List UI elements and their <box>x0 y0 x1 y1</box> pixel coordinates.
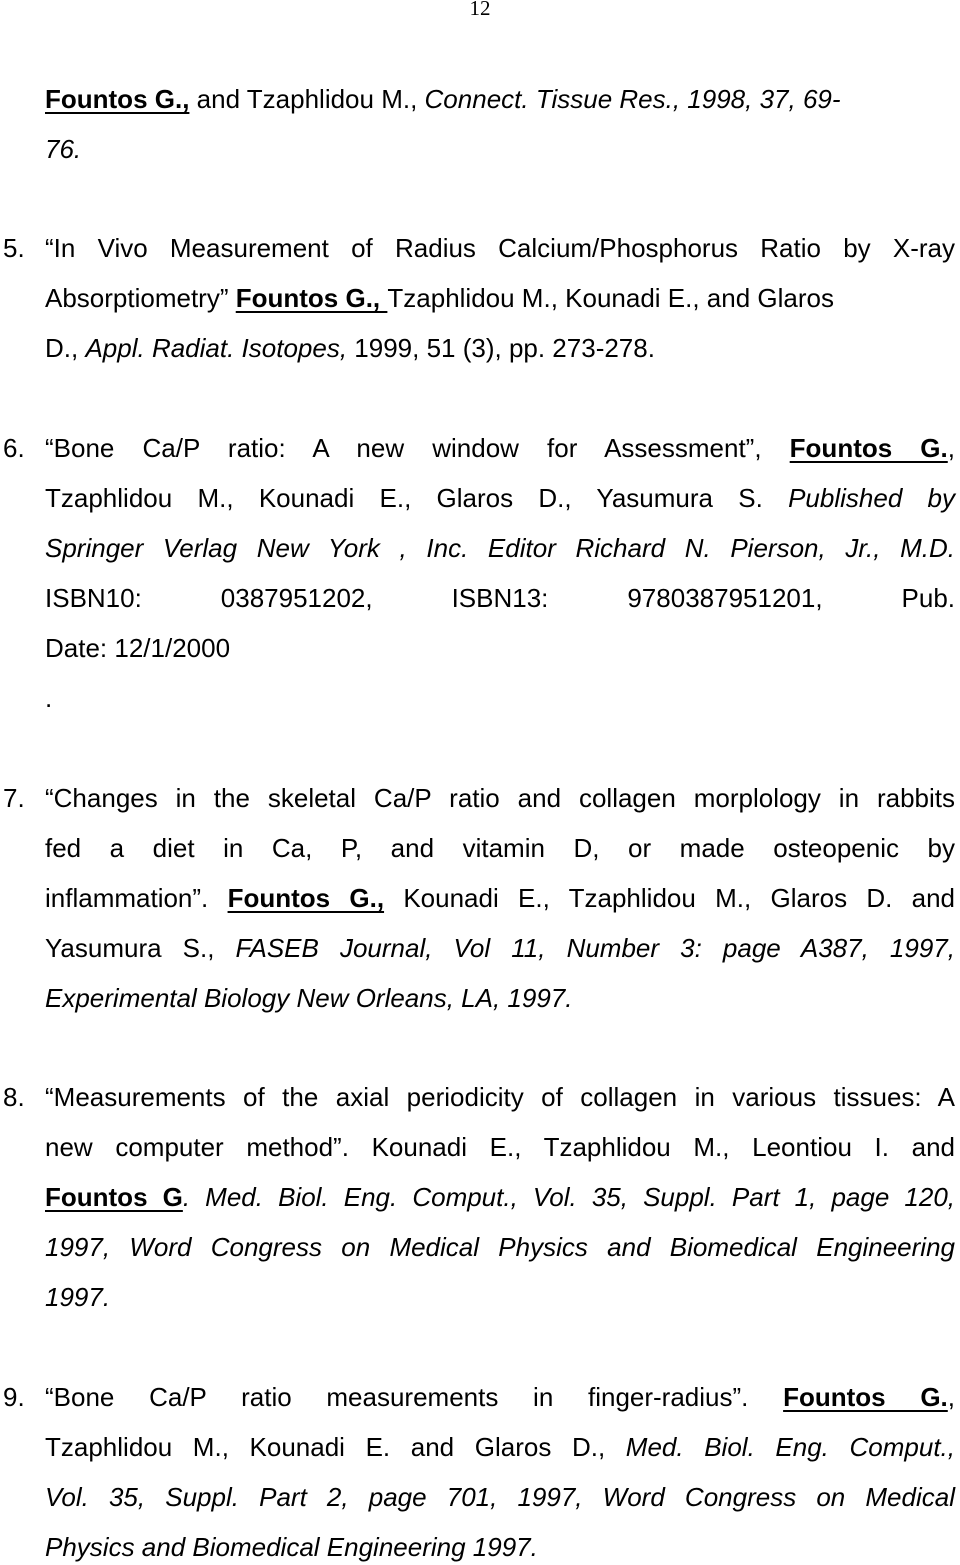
ref8-line5 <box>45 1281 955 1313</box>
ref9-comma: , <box>947 1382 956 1412</box>
ref7-authors: Kounadi E., Tzaphlidou M., Glaros D. and <box>384 883 956 913</box>
ref8-line3 <box>45 1181 955 1213</box>
ref6-number: 6. <box>3 433 25 463</box>
ref7-authors-end: Yasumura S., <box>45 933 236 963</box>
ref7-line2: fed a diet in Ca, P, and vitamin D, or made osteopenic by <box>45 833 955 863</box>
ref9-title: “Bone Ca/P ratio measurements in finger-radius”. <box>45 1382 784 1412</box>
ref6-line1 <box>45 432 955 464</box>
ref6-comma: , <box>947 433 955 463</box>
ref5-pages: 1999, 51 (3), pp. 273-278. <box>347 333 655 363</box>
ref6-line2 <box>45 482 955 514</box>
ref6-publisher: Published by <box>788 483 955 513</box>
ref7-line1: “Changes in the skeletal Ca/P ratio and collagen morplology in rabbits <box>45 783 955 813</box>
ref4-line1 <box>45 83 955 115</box>
ref5-authors: Tzaphlidou M., Kounadi E., and Glaros <box>387 283 834 313</box>
ref7-title-end: inflammation”. <box>45 883 228 913</box>
ref5-line3 <box>45 332 955 364</box>
ref7-venue: Experimental Biology New Orleans, LA, 1997. <box>45 983 573 1013</box>
author-highlight: Fountos G., <box>45 84 190 114</box>
ref6-line4: ISBN10: 0387951202, ISBN13: 9780387951201, Pub. <box>45 583 955 613</box>
ref9-line4 <box>45 1531 955 1563</box>
page-number: 12 <box>469 0 491 20</box>
ref8-number: 8. <box>3 1082 25 1112</box>
ref7-line3 <box>45 882 955 914</box>
ref8-line1: “Measurements of the axial periodicity of collagen in various tissues: A <box>45 1082 955 1112</box>
ref9-line3 <box>45 1481 955 1513</box>
ref7-journal: FASEB Journal, Vol 11, Number 3: page A387, 1997, <box>235 933 955 963</box>
ref9-line1 <box>45 1381 955 1413</box>
author-highlight: Fountos G., <box>235 283 388 313</box>
ref4-journal: Connect. Tissue Res., 1998, 37, 69- <box>424 84 841 114</box>
ref8-year: 1997. <box>45 1282 111 1312</box>
ref6-line3 <box>45 532 955 564</box>
ref6-line5: Date: 12/1/2000 <box>45 633 231 663</box>
ref4-authors: and Tzaphlidou M., <box>189 84 425 114</box>
ref9-venue: Physics and Biomedical Engineering 1997. <box>45 1532 538 1562</box>
ref9-line2 <box>45 1431 955 1463</box>
ref9-volume: Vol. 35, Suppl. Part 2, page 701, 1997, Word Congress on Medical <box>45 1482 955 1512</box>
ref7-number: 7. <box>3 783 25 813</box>
ref6-title: “Bone Ca/P ratio: A new window for Assessment”, <box>45 433 790 463</box>
ref7-line5 <box>45 982 955 1014</box>
ref6-publisher-details: Springer Verlag New York , Inc. Editor Richard N. Pierson, Jr., M.D. <box>45 533 955 563</box>
ref7-line4 <box>45 932 955 964</box>
ref5-number: 5. <box>3 233 25 263</box>
ref5-line1: “In Vivo Measurement of Radius Calcium/Phosphorus Ratio by X-ray <box>45 233 955 263</box>
author-highlight: Fountos G. <box>789 433 948 463</box>
ref9-journal: Med. Biol. Eng. Comput., <box>625 1432 955 1462</box>
ref8-line2: new computer method”. Kounadi E., Tzaphlidou M., Leontiou I. and <box>45 1132 955 1162</box>
ref5-line2 <box>45 282 955 314</box>
ref8-line4 <box>45 1231 955 1263</box>
ref5-text: D., <box>45 333 86 363</box>
ref4-line2 <box>45 133 955 165</box>
ref6-line6: . <box>45 683 53 713</box>
ref6-authors: Tzaphlidou M., Kounadi E., Glaros D., Yasumura S. <box>45 483 789 513</box>
author-highlight: Fountos G., <box>227 883 385 913</box>
ref9-number: 9. <box>3 1382 25 1412</box>
ref9-authors: Tzaphlidou M., Kounadi E. and Glaros D., <box>45 1432 626 1462</box>
ref4-pages: 76. <box>45 134 82 164</box>
ref5-text: Absorptiometry” <box>45 283 236 313</box>
ref8-journal: . Med. Biol. Eng. Comput., Vol. 35, Suppl. Part 1, page 120, <box>182 1182 956 1212</box>
ref8-venue: 1997, Word Congress on Medical Physics and Biomedical Engineering <box>45 1232 955 1262</box>
author-highlight: Fountos G. <box>783 1382 948 1412</box>
author-highlight: Fountos G <box>45 1182 183 1212</box>
ref5-journal: Appl. Radiat. Isotopes, <box>85 333 348 363</box>
